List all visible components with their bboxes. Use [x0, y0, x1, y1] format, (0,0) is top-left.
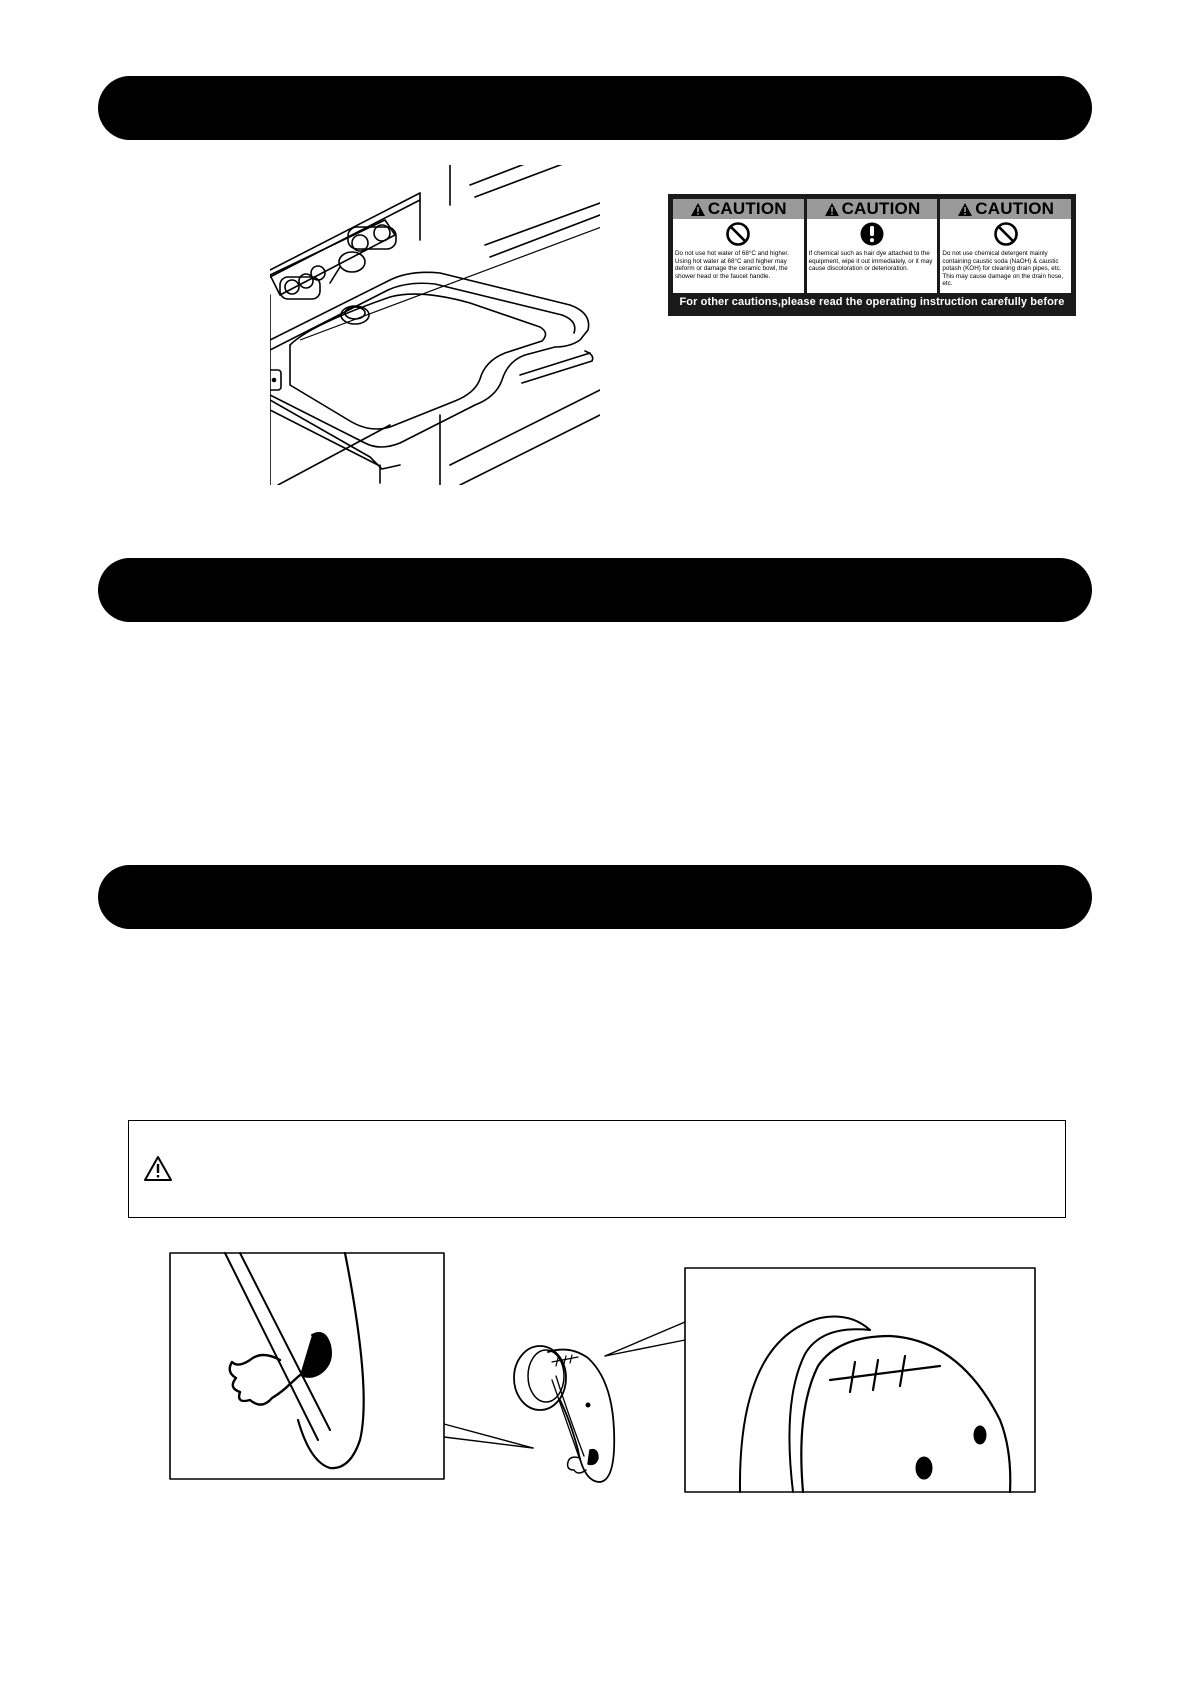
caution-footer: For other cautions,please read the operating instruction carefully before use. — [679, 296, 1065, 326]
shower-head-detail-box — [685, 1268, 1035, 1492]
caution-heading: CAUTION — [807, 199, 938, 219]
caution-text: If chemical such as hair dye attached to the equipment, wipe it out immediately, or it may cause discoloration or deterioration. — [808, 250, 933, 273]
caution-text: Do not use chemical detergent mainly containing caustic soda (NaOH) & caustic potash (KOH) for cleaning drain pipes, etc. This may cause damage on the drain hose, etc. — [942, 250, 1064, 288]
caution-text: Do not use hot water of 68°C and higher. Using hot water at 68°C and higher may deform or damage the ceramic bowl, the shower head or the faucet handle. — [675, 250, 789, 280]
caution-heading: CAUTION — [673, 199, 804, 219]
caution-heading: CAUTION — [940, 199, 1071, 219]
